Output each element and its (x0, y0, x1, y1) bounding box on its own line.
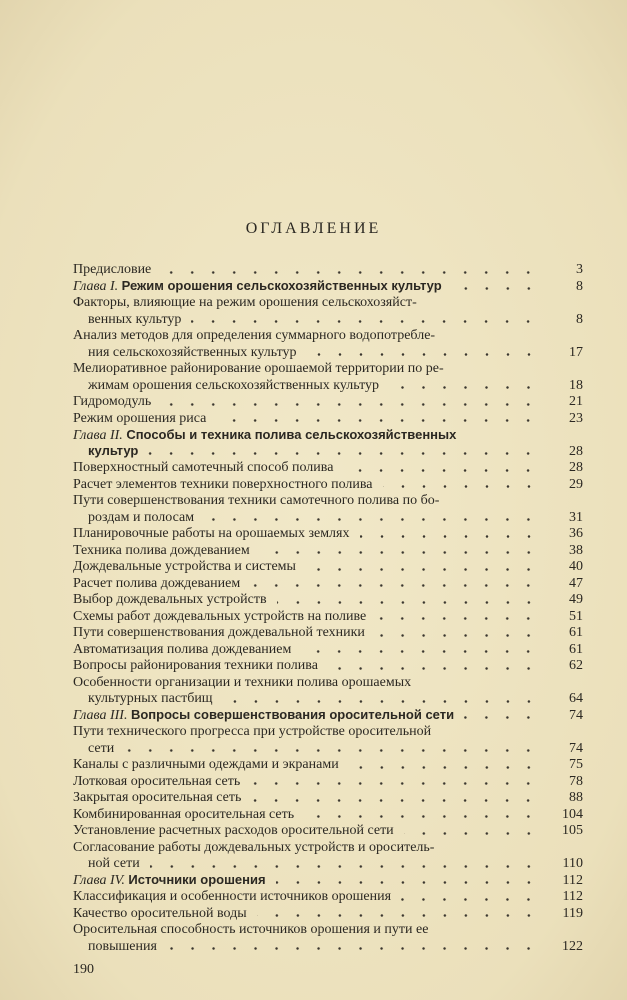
entry-page-number: 8 (576, 311, 583, 327)
toc-chapter-line (73, 279, 583, 296)
entry-title: Техника полива дождеванием (73, 542, 250, 558)
toc-entry-line (73, 741, 583, 758)
toc-entry-line (73, 345, 583, 362)
entry-title: Расчет элементов техники поверхностного полива (73, 476, 373, 492)
dot-leader (161, 403, 539, 406)
dot-leader (307, 353, 539, 356)
toc-entry-line (73, 939, 583, 956)
dot-leader (306, 568, 539, 571)
dot-leader (349, 766, 539, 769)
dot-leader (250, 584, 539, 587)
dot-leader (216, 419, 539, 422)
entry-title: Способы и техника полива сельскохозяйственных (126, 426, 457, 442)
entry-page-number: 8 (576, 278, 583, 294)
entry-text (73, 642, 291, 659)
entry-text (73, 361, 444, 378)
toc-entry-line (73, 295, 583, 312)
dot-leader (389, 386, 539, 389)
entry-title: ной сети (88, 856, 140, 871)
dot-leader (452, 287, 539, 290)
chapter-label: Глава IV. (73, 873, 125, 888)
toc-entry-line (73, 559, 583, 576)
entry-page-number: 18 (569, 377, 583, 393)
toc-heading: ОГЛАВЛЕНИЕ (245, 220, 382, 237)
entry-text (73, 906, 247, 923)
entry-title: культурных пастбищ (88, 691, 213, 706)
entry-text (73, 592, 267, 609)
entry-title: Вопросы совершенствования оросительной сети (130, 707, 455, 722)
chapter-label: Глава II. (73, 427, 123, 443)
entry-page-number: 112 (562, 872, 583, 888)
entry-page-number: 61 (569, 625, 583, 640)
entry-page-number: 23 (569, 410, 583, 426)
toc-entry-line (73, 526, 583, 543)
toc-entry-line (73, 840, 583, 857)
dot-leader (328, 667, 539, 670)
toc-entry-line (73, 757, 583, 774)
dot-leader (304, 815, 539, 818)
entry-text (73, 707, 454, 725)
entry-title: роздам и полосам (88, 509, 195, 525)
dot-leader (124, 749, 539, 752)
toc-entry-line (73, 361, 583, 378)
toc-entry-line (73, 906, 583, 923)
entry-title: Гидромодуль (73, 394, 152, 409)
toc-entry-line (73, 378, 583, 395)
entry-page-number: 88 (569, 790, 583, 805)
entry-title: венных культур (88, 311, 182, 327)
chapter-label: Глава I. (73, 279, 119, 294)
toc-entry-line (73, 477, 583, 494)
entry-text (73, 922, 428, 939)
entry-page-number: 62 (569, 658, 583, 673)
dot-leader (260, 551, 539, 554)
toc-entry-line (73, 823, 583, 840)
entry-text (73, 840, 434, 857)
entry-text (73, 526, 350, 543)
entry-title: Анализ методов для определения суммарного водопотребле- (73, 328, 436, 343)
dot-leader (301, 650, 539, 653)
dot-leader (464, 716, 539, 719)
toc-chapter-line (73, 873, 583, 890)
chapter-label: Глава III. (73, 708, 128, 723)
entry-page-number: 47 (569, 575, 583, 591)
entry-page-number: 75 (569, 757, 583, 772)
toc-entry-line (73, 312, 583, 329)
entry-page-number: 104 (562, 806, 583, 822)
entry-text (73, 411, 206, 428)
entry-text (73, 345, 297, 362)
toc-entry-line (73, 609, 583, 626)
entry-text (73, 312, 181, 329)
entry-text (73, 774, 240, 791)
entry-page-number: 78 (569, 773, 583, 789)
entry-text (73, 724, 431, 741)
entry-title: Источники орошения (128, 872, 266, 887)
dot-leader (150, 865, 539, 868)
entry-text (73, 559, 296, 576)
entry-page-number: 119 (562, 905, 583, 921)
entry-page-number: 61 (569, 641, 583, 657)
entry-text (73, 625, 365, 642)
entry-text (73, 443, 138, 461)
dot-leader (360, 535, 540, 538)
toc-entry-line (73, 460, 583, 477)
entry-text (73, 823, 394, 840)
entry-text (73, 658, 318, 675)
entry-title: Автоматизация полива дождеванием (73, 641, 292, 657)
entry-page-number: 105 (562, 823, 583, 838)
entry-text (73, 872, 266, 890)
entry-text (73, 295, 417, 312)
entry-title: Лотковая оросительная сеть (73, 773, 241, 789)
entry-title: Расчет полива дождеванием (73, 575, 241, 591)
toc-entry-line (73, 576, 583, 593)
dot-leader (161, 271, 539, 274)
toc-entry-line (73, 493, 583, 510)
entry-title: Вопросы районирования техники полива (73, 658, 318, 673)
toc-entry-line (73, 411, 583, 428)
entry-page-number: 17 (569, 344, 583, 360)
entry-title: Качество оросительной воды (73, 905, 247, 921)
entry-text (73, 576, 240, 593)
toc-entry-line (73, 658, 583, 675)
entry-title: Поверхностный самотечный способ полива (73, 460, 334, 475)
toc-chapter-line (73, 708, 583, 725)
toc-entry-line (73, 691, 583, 708)
entry-text (73, 493, 439, 510)
toc-entry-line (73, 642, 583, 659)
entry-title: Оросительная способность источников орошения и пути ее (73, 922, 429, 937)
entry-text (73, 675, 411, 692)
entry-text (73, 757, 339, 774)
entry-title: Предисловие (73, 262, 152, 277)
entry-title: ния сельскохозяйственных культур (88, 344, 297, 360)
entry-page-number: 28 (569, 460, 583, 475)
toc-entry-line (73, 807, 583, 824)
entry-page-number: 21 (569, 394, 583, 409)
entry-page-number: 122 (562, 938, 583, 954)
entry-title: Каналы с различными одеждами и экранами (73, 757, 339, 772)
entry-text (73, 328, 435, 345)
entry-text (73, 807, 294, 824)
toc-entry-line (73, 592, 583, 609)
toc-entry-line (73, 510, 583, 527)
entry-text (73, 278, 442, 296)
entry-text (73, 394, 151, 411)
toc-entry-line (73, 675, 583, 692)
toc-entry-line (73, 724, 583, 741)
dot-leader (404, 832, 539, 835)
toc-entry-line (73, 262, 583, 279)
toc-entry-line (73, 790, 583, 807)
entry-page-number: 3 (576, 262, 583, 277)
dot-leader (223, 700, 539, 703)
entry-page-number: 49 (569, 592, 583, 607)
entry-page-number: 112 (562, 889, 583, 904)
dot-leader (376, 617, 539, 620)
toc-entry-line (73, 856, 583, 873)
entry-title: Классификация и особенности источников орошения (73, 889, 392, 904)
entry-title: Пути совершенствования дождевальной техники (73, 625, 365, 640)
dot-leader (343, 469, 539, 472)
toc-chapter-line (73, 427, 583, 444)
dot-leader (401, 898, 539, 901)
entry-title: повышения (88, 938, 157, 954)
page-number: 190 (73, 962, 94, 977)
table-of-contents (73, 262, 583, 955)
entry-text (73, 477, 373, 494)
entry-title: Факторы, влияющие на режим орошения сельскохозяйст- (73, 295, 417, 310)
dot-leader (251, 799, 539, 802)
entry-title: Пути совершенствования техники самотечного полива по бо- (73, 493, 440, 508)
dot-leader (276, 881, 539, 884)
dot-leader (191, 320, 539, 323)
dot-leader (167, 947, 539, 950)
entry-text (73, 741, 114, 758)
entry-page-number: 64 (569, 691, 583, 706)
entry-title: Мелиоративное районирование орошаемой территории по ре- (73, 361, 444, 376)
entry-text (73, 460, 333, 477)
entry-title: Закрытая оросительная сеть (73, 790, 242, 805)
dot-leader (250, 782, 539, 785)
toc-entry-line (73, 394, 583, 411)
entry-text (73, 510, 194, 527)
entry-title: Согласование работы дождевальных устройств и ороситель- (73, 839, 435, 855)
entry-text (73, 543, 250, 560)
entry-page-number: 28 (569, 443, 583, 459)
entry-page-number: 40 (569, 559, 583, 574)
entry-page-number: 29 (569, 476, 583, 492)
entry-page-number: 110 (562, 856, 583, 871)
entry-text (73, 939, 157, 956)
entry-page-number: 31 (569, 509, 583, 525)
entry-text (73, 856, 140, 873)
entry-page-number: 36 (569, 526, 583, 541)
toc-chapter-line (73, 444, 583, 461)
entry-page-number: 38 (569, 542, 583, 558)
entry-title: Режим орошения риса (73, 410, 207, 426)
entry-text (73, 378, 379, 395)
entry-title: Режим орошения сельскохозяйственных культур (121, 278, 442, 293)
toc-entry-line (73, 328, 583, 345)
entry-page-number: 74 (569, 707, 583, 723)
dot-leader (204, 518, 539, 521)
entry-title: Пути технического прогресса при устройстве оросительной (73, 724, 432, 739)
entry-page-number: 51 (569, 608, 583, 624)
toc-entry-line (73, 889, 583, 906)
entry-title: Дождевальные устройства и системы (73, 559, 296, 574)
entry-title: Комбинированная оросительная сеть (73, 806, 295, 822)
entry-text (73, 889, 391, 906)
toc-entry-line (73, 543, 583, 560)
entry-title: Особенности организации и техники полива орошаемых (73, 674, 412, 690)
dot-leader (277, 601, 539, 604)
entry-title: жимам орошения сельскохозяйственных культур (88, 377, 379, 393)
entry-page-number: 74 (569, 740, 583, 756)
toc-entry-line (73, 922, 583, 939)
dot-leader (383, 485, 539, 488)
entry-text (73, 790, 241, 807)
entry-title: Установление расчетных расходов оросительной сети (73, 823, 394, 838)
toc-entry-line (73, 625, 583, 642)
entry-text (73, 691, 213, 708)
dot-leader (375, 634, 539, 637)
entry-title: культур (88, 443, 139, 458)
entry-title: сети (88, 740, 115, 756)
entry-title: Планировочные работы на орошаемых землях (73, 526, 350, 541)
entry-title: Схемы работ дождевальных устройств на поливе (73, 608, 367, 624)
toc-entry-line (73, 774, 583, 791)
entry-text (73, 262, 151, 279)
entry-title: Выбор дождевальных устройств (73, 592, 267, 607)
dot-leader (257, 914, 539, 917)
dot-leader (148, 452, 539, 455)
entry-text (73, 427, 456, 445)
entry-text (73, 609, 366, 626)
